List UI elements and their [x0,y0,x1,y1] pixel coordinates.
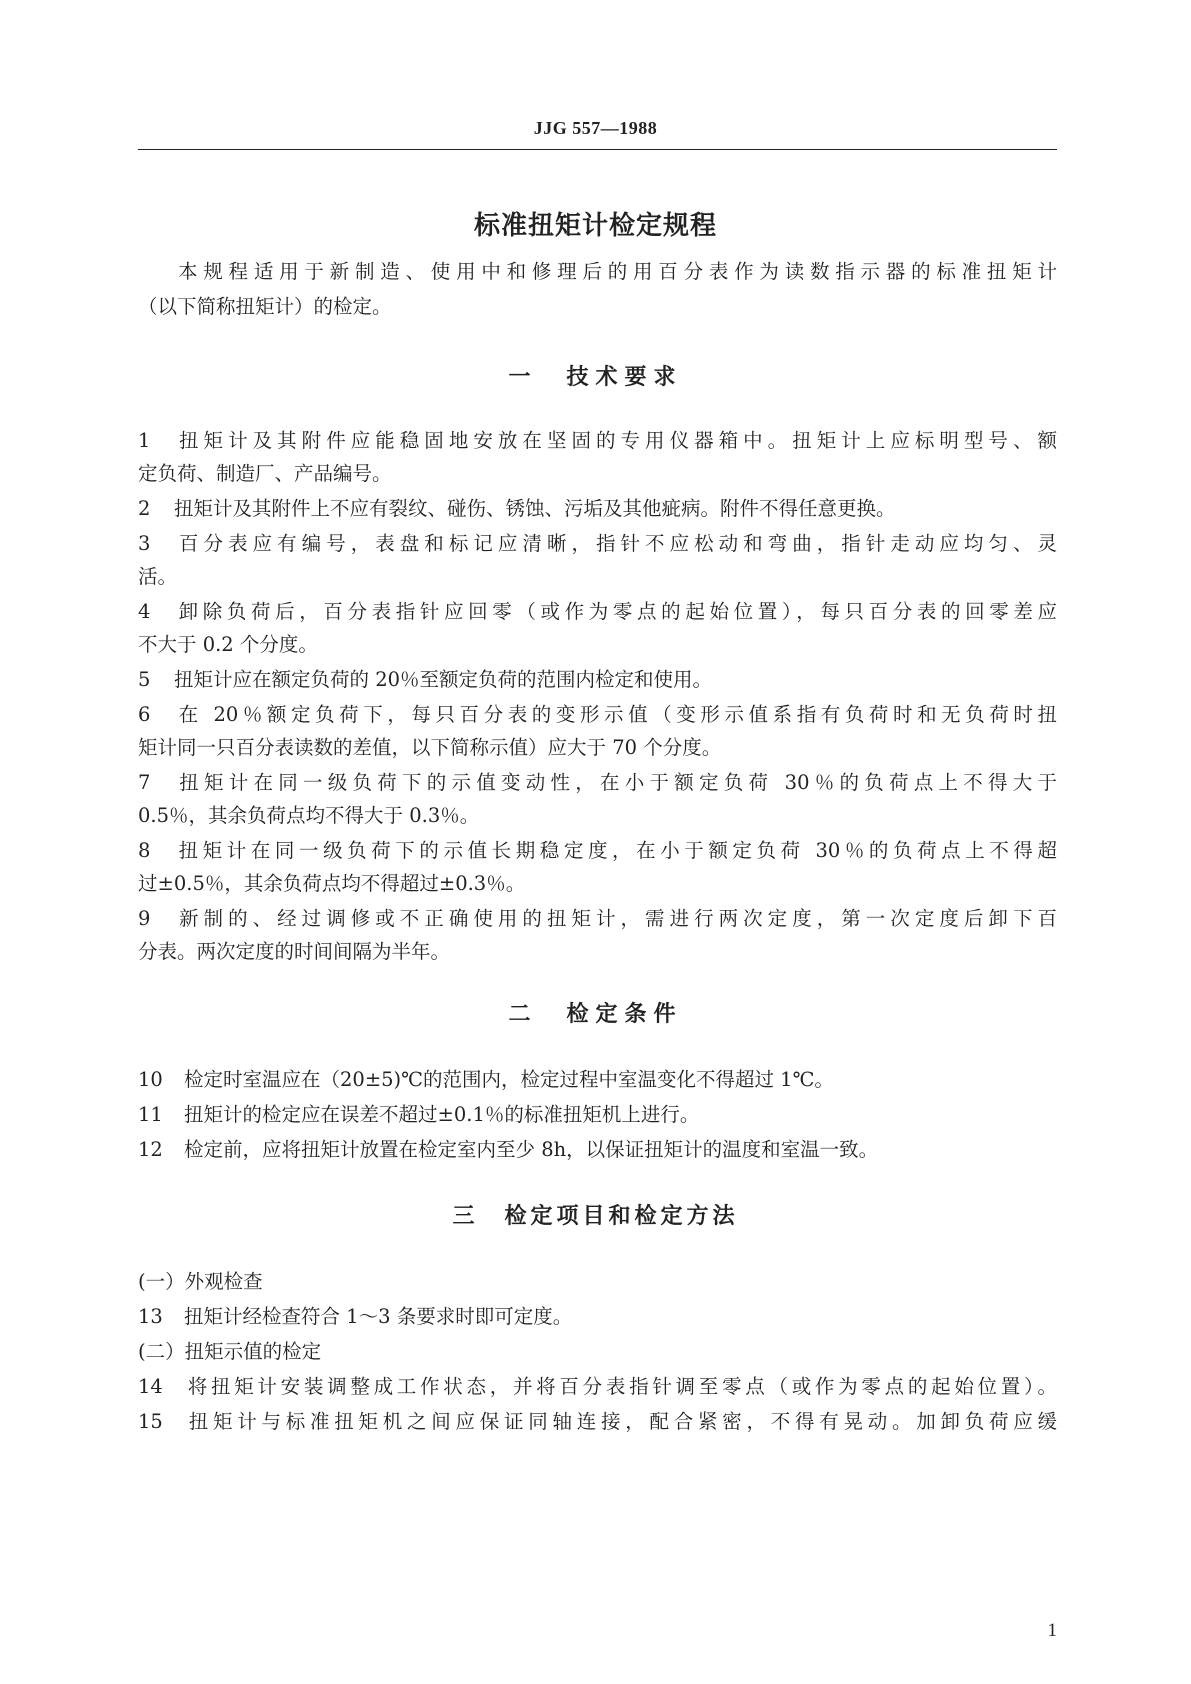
item-number: 12 [138,1138,163,1161]
item-number: 9 [138,907,151,930]
item-text: 扭矩计在同一级负荷下的示值长期稳定度，在小于额定负荷 30％的负荷点上不得超 [174,839,1057,862]
item-number: 5 [138,668,151,691]
item-text: 检定前，应将扭矩计放置在检定室内至少 8h，以保证扭矩计的温度和室温一致。 [184,1138,879,1161]
item-10-line-1 [138,1063,1057,1097]
item-2-line-1 [138,492,1057,526]
item-8-line-1 [138,834,1057,868]
item-3-line-2: 活。 [138,565,178,588]
item-number: 4 [138,600,151,623]
item-text: 检定时室温应在（20±5)℃的范围内，检定过程中室温变化不得超过 1℃。 [184,1068,834,1091]
item-number: 6 [138,703,151,726]
item-9-line-2: 分表。两次定度的时间间隔为半年。 [138,940,451,963]
item-number: 15 [138,1410,163,1433]
section-1-title: 一 技术要求 [508,365,683,390]
item-11-line-1 [138,1098,1057,1132]
item-1-line-1 [138,424,1057,458]
item-text: 新制的、经过调修或不正确使用的扭矩计，需进行两次定度，第一次定度后卸下百 [174,907,1057,930]
item-8-line-2: 过±0.5％，其余负荷点均不得超过±0.3％。 [138,872,526,895]
item-text: 扭矩计及其附件应能稳固地安放在坚固的专用仪器箱中。扭矩计上应标明型号、额 [174,429,1057,452]
item-text: 扭矩计与标准扭矩机之间应保证同轴连接，配合紧密，不得有晃动。加卸负荷应缓 [184,1410,1057,1433]
item-text: 扭矩计的检定应在误差不超过±0.1％的标准扭矩机上进行。 [184,1103,700,1126]
item-number: 14 [138,1375,163,1398]
item-6-line-1 [138,698,1057,732]
section-2-title: 二 检定条件 [508,1002,683,1027]
item-4-line-1 [138,595,1057,629]
item-number: 2 [138,497,151,520]
item-13-line-1 [138,1300,1057,1334]
intro-line-2: （以下简称扭矩计）的检定。 [138,295,392,318]
item-1-line-2: 定负荷、制造厂、产品编号。 [138,462,392,485]
item-number: 10 [138,1068,163,1091]
item-number: 11 [138,1103,163,1126]
section-3-title: 三 检定项目和检定方法 [452,1204,739,1229]
item-text: 卸除负荷后，百分表指针应回零（或作为零点的起始位置），每只百分表的回零差应 [174,600,1057,623]
standard-code: JJG 557—1988 [533,118,658,138]
item-12-line-1 [138,1133,1057,1167]
item-text: 百分表应有编号，表盘和标记应清晰，指针不应松动和弯曲，指针走动应均匀、灵 [174,532,1057,555]
item-7-line-2: 0.5％，其余负荷点均不得大于 0.3％。 [138,804,480,827]
header-divider [138,149,1057,150]
item-9-line-1 [138,902,1057,936]
item-text: 在 20％额定负荷下，每只百分表的变形示值（变形示值系指有负荷时和无负荷时扭 [174,703,1057,726]
item-text: 扭矩计在同一级负荷下的示值变动性，在小于额定负荷 30％的负荷点上不得大于 [174,771,1057,794]
item-number: 8 [138,839,151,862]
item-15-line-1 [138,1405,1057,1439]
item-text: 将扭矩计安装调整成工作状态，并将百分表指针调至零点（或作为零点的起始位置）。 [184,1375,1057,1398]
item-4-line-2: 不大于 0.2 个分度。 [138,633,318,656]
page-number: 1 [1047,1620,1057,1641]
item-6-line-2: 矩计同一只百分表读数的差值，以下简称示值）应大于 70 个分度。 [138,736,722,759]
item-3-line-1 [138,527,1057,561]
item-text: 扭矩计及其附件上不应有裂纹、碰伤、锈蚀、污垢及其他疵病。附件不得任意更换。 [174,497,896,520]
item-7-line-1 [138,766,1057,800]
document-title: 标准扭矩计检定规程 [473,211,717,241]
item-number: 3 [138,532,151,555]
item-text: 扭矩计经检查符合 1～3 条要求时即可定度。 [184,1305,573,1328]
intro-line-1: 本规程适用于新制造、使用中和修理后的用百分表作为读数指示器的标准扭矩计 [178,260,1057,283]
subsection-2-title: (二）扭矩示值的检定 [138,1340,322,1363]
item-text: 扭矩计应在额定负荷的 20％至额定负荷的范围内检定和使用。 [174,668,713,691]
item-number: 1 [138,429,151,452]
item-14-line-1 [138,1370,1057,1404]
item-number: 7 [138,771,151,794]
subsection-1-title: (一）外观检查 [138,1270,263,1293]
item-number: 13 [138,1305,163,1328]
item-5-line-1 [138,663,1057,697]
